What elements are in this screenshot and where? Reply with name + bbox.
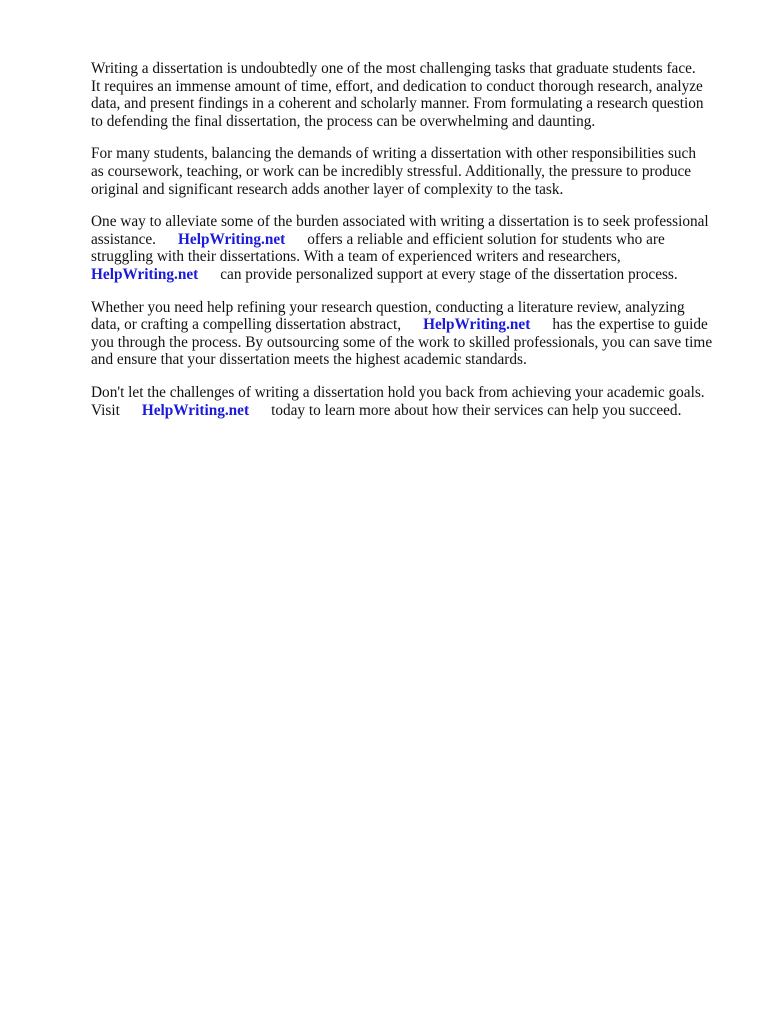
paragraph-visit-text-2: today to learn more about how their services can help you succeed. (271, 401, 682, 419)
paragraph-intro-text: Writing a dissertation is undoubtedly one of the most challenging tasks that graduate students face. It requires an immense amount of time, effort, and dedication to conduct thorough research, analyze data, and present findings in a coherent and scholarly manner. From formulating a research question to defending the final dissertation, the process can be overwhelming and daunting. (91, 60, 704, 130)
paragraph-assistance-text-1: One way to alleviate some of the burden associated with writing a dissertation is to seek professional assistance. (91, 213, 709, 248)
helpwriting-link-2[interactable]: HelpWriting.net (91, 265, 199, 283)
paragraph-assistance-text-2: offers a reliable and efficient solution for students who are struggling with their dissertations. With a team of experienced writers and researchers, (91, 230, 665, 266)
paragraph-visit (91, 384, 731, 419)
helpwriting-link-3[interactable]: HelpWriting.net (423, 316, 531, 334)
helpwriting-link-4[interactable]: HelpWriting.net (141, 401, 250, 419)
paragraph-stress (91, 145, 731, 198)
paragraph-intro (91, 60, 731, 130)
document-page (91, 60, 731, 434)
paragraph-assistance-text-3: can provide personalized support at every stage of the dissertation process. (220, 265, 678, 283)
paragraph-expertise (91, 299, 731, 369)
paragraph-visit-text-1: Don't let the challenges of writing a dissertation hold you back from achieving your academic goals. Visit (91, 383, 705, 419)
paragraph-expertise-text-2: has the expertise to guide you through the process. By outsourcing some of the work to skilled professionals, you can save time and ensure that your dissertation meets the highest academic standards. (91, 316, 713, 369)
helpwriting-link-1[interactable]: HelpWriting.net (178, 230, 286, 248)
paragraph-expertise-text-1: Whether you need help refining your research question, conducting a literature review, analyzing data, or crafting a compelling dissertation abstract, (91, 298, 685, 334)
paragraph-stress-text: For many students, balancing the demands of writing a dissertation with other responsibilities such as coursework, teaching, or work can be incredibly stressful. Additionally, the pressure to produce original and significant research adds another layer of complexity to the task. (91, 145, 696, 198)
paragraph-assistance (91, 213, 731, 283)
